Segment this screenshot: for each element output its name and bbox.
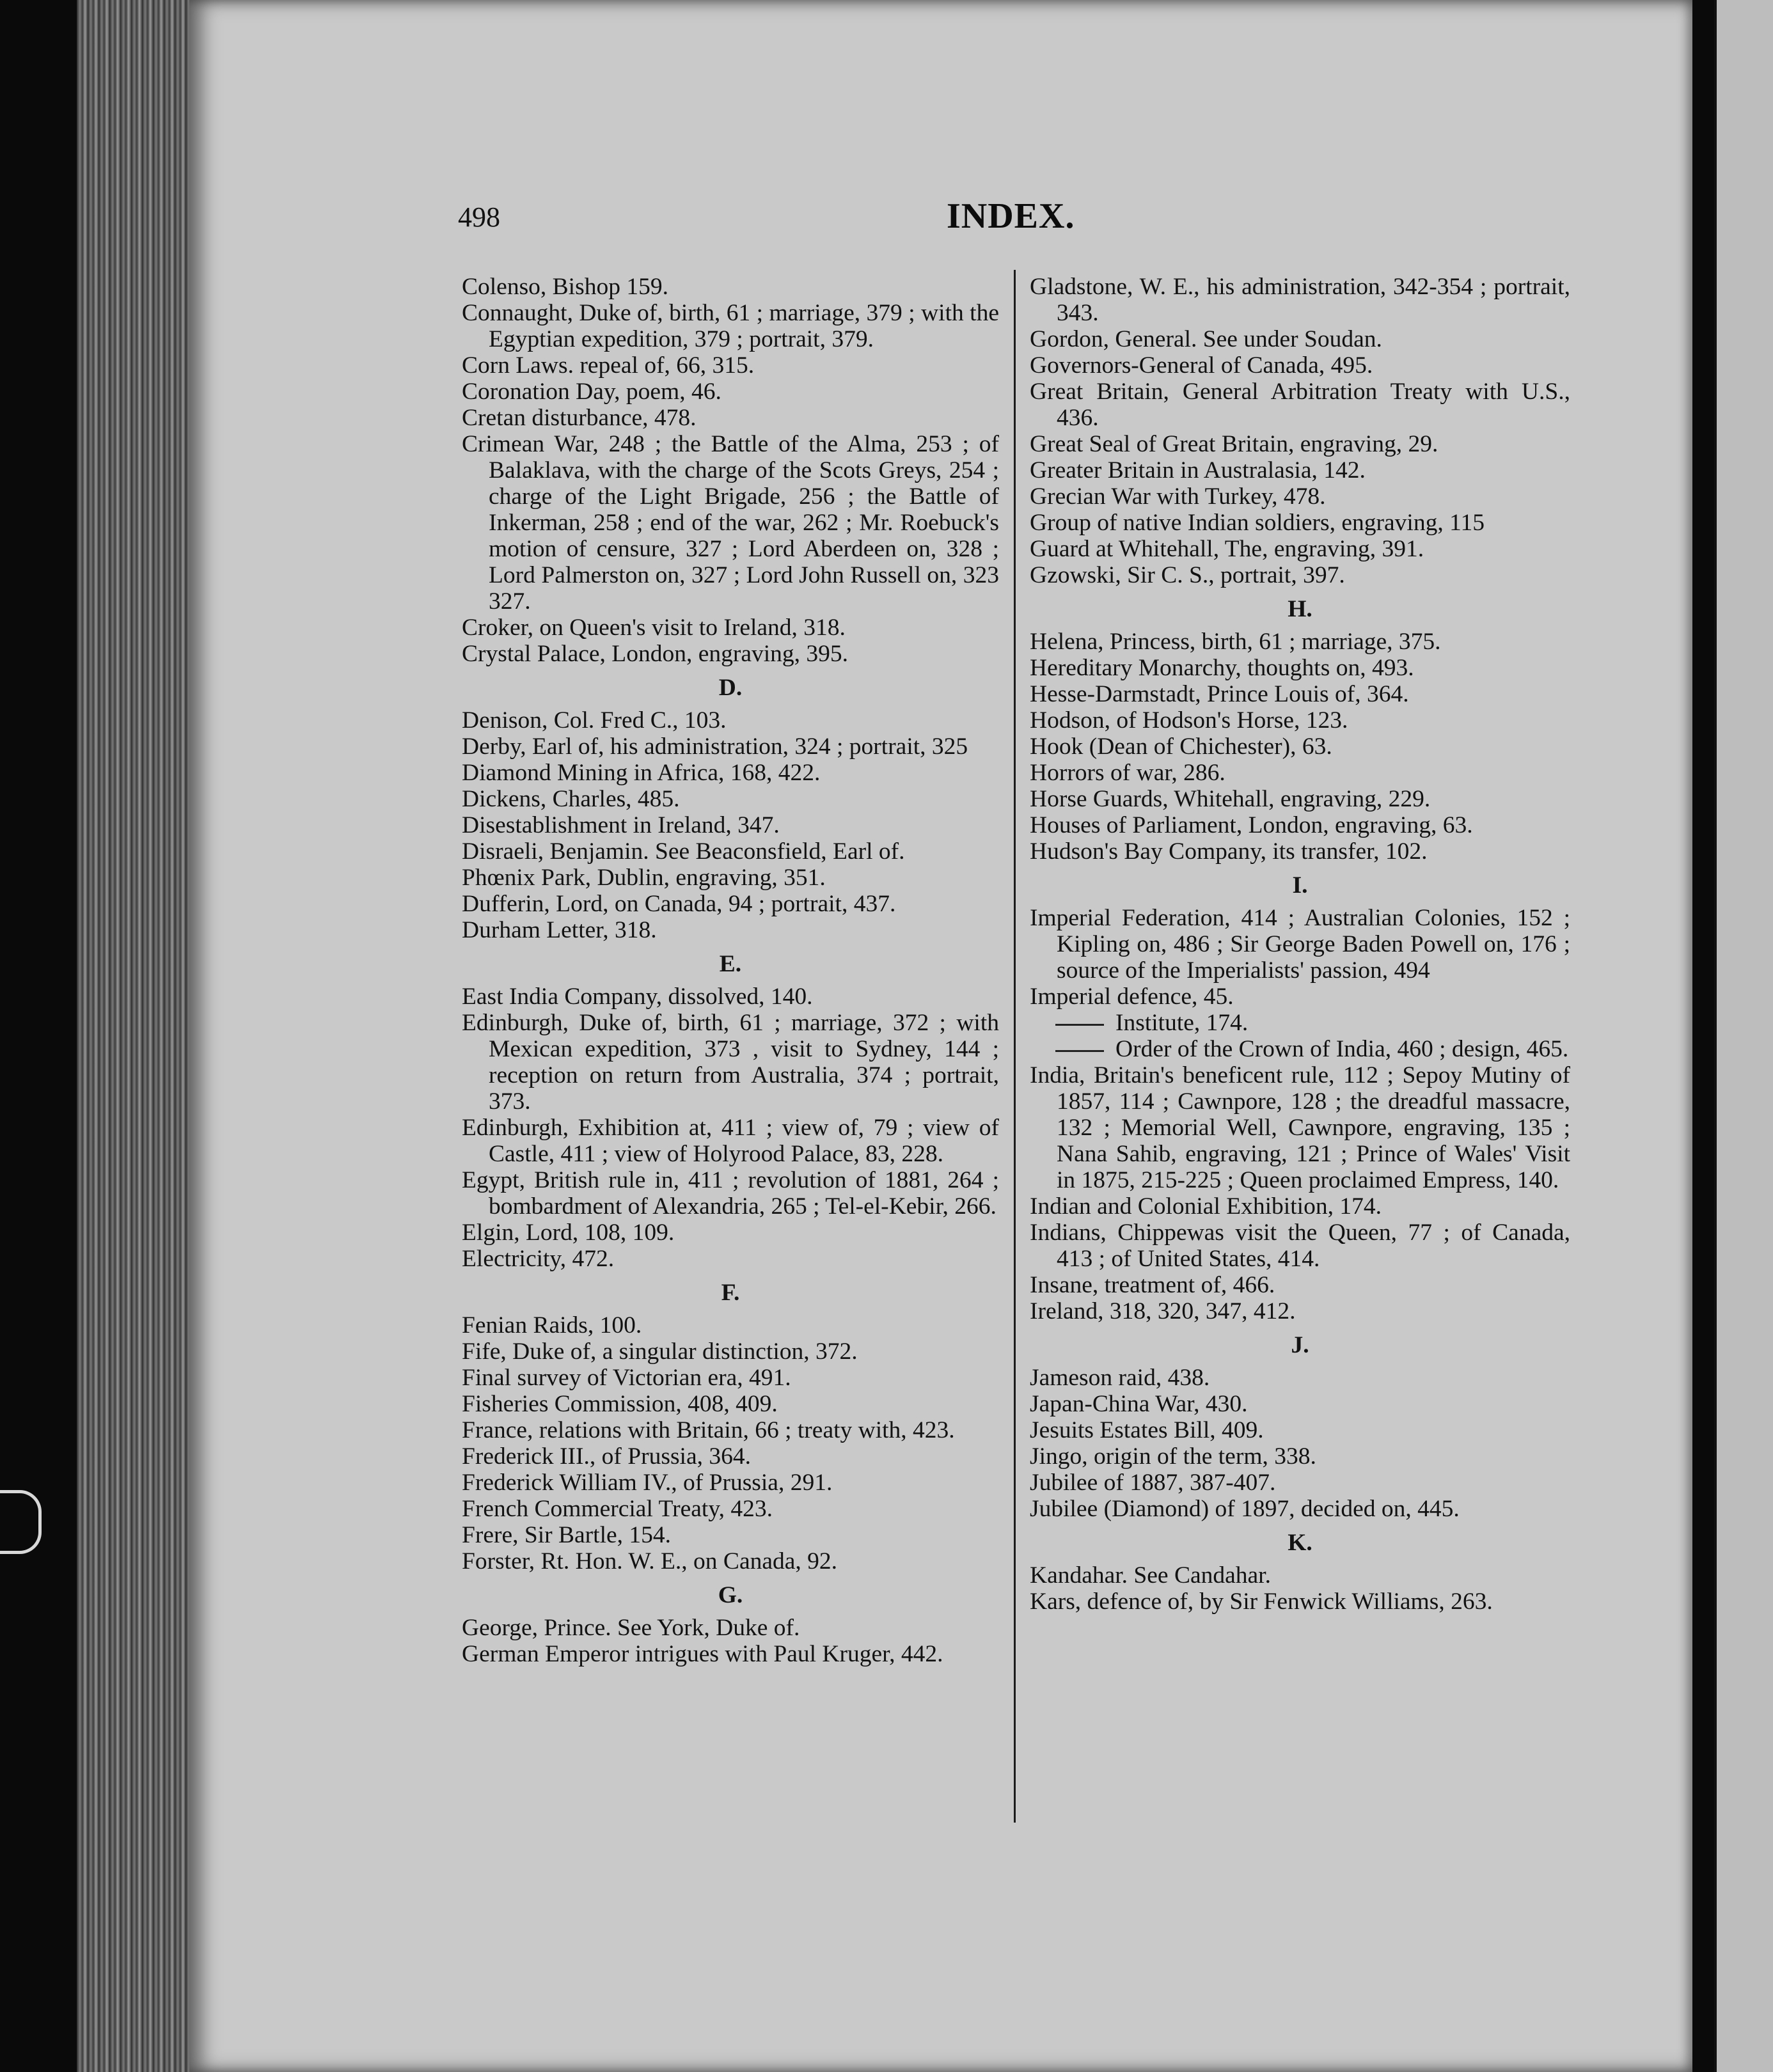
index-entry: Coronation Day, poem, 46. (462, 379, 721, 405)
index-entry: Group of native Indian soldiers, engraving, 115 (1030, 510, 1485, 536)
index-entry: Elgin, Lord, 108, 109. (462, 1220, 675, 1246)
index-entry: Indians, Chippewas visit the Queen, 77 ; of Canada, 413 ; of United States, 414. (1030, 1220, 1570, 1272)
index-entry: Derby, Earl of, his administration, 324 ; portrait, 325 (462, 734, 968, 760)
index-entry: East India Company, dissolved, 140. (462, 984, 813, 1010)
index-subentry: Institute, 174. (1030, 1010, 1570, 1036)
index-entry: Imperial defence, 45. (1030, 984, 1234, 1010)
index-entry: France, relations with Britain, 66 ; treaty with, 423. (462, 1417, 955, 1443)
index-entry: Gordon, General. See under Soudan. (1030, 326, 1382, 352)
index-entry: Disestablishment in Ireland, 347. (462, 812, 780, 838)
section-letter: J. (1291, 1332, 1309, 1358)
index-entry: Insane, treatment of, 466. (1030, 1272, 1275, 1298)
index-entry: Hereditary Monarchy, thoughts on, 493. (1030, 655, 1414, 681)
index-subentry: Order of the Crown of India, 460 ; design, 465. (1030, 1036, 1570, 1062)
section-letter: F. (721, 1280, 740, 1306)
index-entry: Governors-General of Canada, 495. (1030, 352, 1373, 379)
index-entry: Jingo, origin of the term, 338. (1030, 1443, 1316, 1470)
index-entry: Gladstone, W. E., his administration, 342-354 ; portrait, 343. (1030, 274, 1570, 326)
index-entry: George, Prince. See York, Duke of. (462, 1615, 800, 1641)
index-column-left (462, 274, 999, 1667)
adjacent-page-edge (1714, 0, 1773, 2072)
index-entry: Corn Laws. repeal of, 66, 315. (462, 352, 755, 379)
index-entry: Great Seal of Great Britain, engraving, 29. (1030, 431, 1438, 457)
ditto-dash (1055, 1050, 1104, 1052)
index-entry: Kars, defence of, by Sir Fenwick Williams, 263. (1030, 1589, 1493, 1615)
index-entry: Denison, Col. Fred C., 103. (462, 707, 727, 734)
index-entry: Cretan disturbance, 478. (462, 405, 697, 431)
index-entry: Hesse-Darmstadt, Prince Louis of, 364. (1030, 681, 1409, 707)
index-entry: Dickens, Charles, 485. (462, 786, 680, 812)
index-entry: Durham Letter, 318. (462, 917, 657, 943)
index-entry: Great Britain, General Arbitration Treaty with U.S., 436. (1030, 379, 1570, 431)
index-entry: Greater Britain in Australasia, 142. (1030, 457, 1366, 483)
index-entry: Fisheries Commission, 408, 409. (462, 1391, 778, 1417)
index-entry: Frederick III., of Prussia, 364. (462, 1443, 751, 1470)
index-entry: Horse Guards, Whitehall, engraving, 229. (1030, 786, 1431, 812)
section-letter: D. (718, 675, 743, 701)
index-entry: Jesuits Estates Bill, 409. (1030, 1417, 1264, 1443)
index-entry: Phœnix Park, Dublin, engraving, 351. (462, 865, 826, 891)
index-entry: Connaught, Duke of, birth, 61 ; marriage, 379 ; with the Egyptian expedition, 379 ; portrait, 379. (462, 300, 999, 352)
index-entry: Forster, Rt. Hon. W. E., on Canada, 92. (462, 1548, 837, 1574)
column-divider (1014, 270, 1016, 1823)
index-entry: Frederick William IV., of Prussia, 291. (462, 1470, 833, 1496)
page-number: 498 (458, 201, 500, 233)
index-entry: French Commercial Treaty, 423. (462, 1496, 773, 1522)
index-entry: Ireland, 318, 320, 347, 412. (1030, 1298, 1296, 1324)
index-entry: Fife, Duke of, a singular distinction, 372. (462, 1338, 858, 1365)
page-title: INDEX. (947, 196, 1075, 236)
section-letter: K. (1288, 1530, 1312, 1556)
index-entry: Jubilee (Diamond) of 1897, decided on, 445. (1030, 1496, 1460, 1522)
index-entry: Crimean War, 248 ; the Battle of the Alma, 253 ; of Balaklava, with the charge of the Scots Greys, 254 ; charge of the Light Brigade, 256 ; the Battle of Inkerman, 258 ; end of the war, 262 ; Mr. Roebuck's motion of censure, 327 ; Lord Aberdeen on, 328 ; Lord Palmerston on, 327 ; Lord John Russell on, 323 327. (462, 431, 999, 615)
stacked-page-edges (77, 0, 198, 2072)
index-entry: Dufferin, Lord, on Canada, 94 ; portrait, 437. (462, 891, 896, 917)
index-entry: Helena, Princess, birth, 61 ; marriage, 375. (1030, 629, 1441, 655)
index-entry: Houses of Parliament, London, engraving, 63. (1030, 812, 1473, 838)
index-column-right (1030, 274, 1570, 1615)
index-entry: Colenso, Bishop 159. (462, 274, 668, 300)
section-letter: H. (1288, 596, 1312, 622)
index-entry: Hodson, of Hodson's Horse, 123. (1030, 707, 1348, 734)
index-entry: Electricity, 472. (462, 1246, 615, 1272)
index-entry: Crystal Palace, London, engraving, 395. (462, 641, 849, 667)
index-entry: Japan-China War, 430. (1030, 1391, 1248, 1417)
index-entry: Hook (Dean of Chichester), 63. (1030, 734, 1332, 760)
section-letter: G. (718, 1582, 743, 1608)
section-letter: I. (1292, 872, 1308, 899)
index-entry: Croker, on Queen's visit to Ireland, 318. (462, 615, 846, 641)
index-entry: Edinburgh, Exhibition at, 411 ; view of, 79 ; view of Castle, 411 ; view of Holyrood Palace, 83, 228. (462, 1115, 999, 1167)
margin-bracket-mark (0, 1490, 42, 1554)
index-entry: Edinburgh, Duke of, birth, 61 ; marriage, 372 ; with Mexican expedition, 373 , visit to Sydney, 144 ; reception on return from Australia, 374 ; portrait, 373. (462, 1010, 999, 1115)
index-entry: India, Britain's beneficent rule, 112 ; Sepoy Mutiny of 1857, 114 ; Cawnpore, 128 ; the dreadful massacre, 132 ; Memorial Well, Cawnpore, engraving, 135 ; Nana Sahib, engraving, 121 ; Prince of Wales' Visit in 1875, 215-225 ; Queen proclaimed Empress, 140. (1030, 1062, 1570, 1193)
index-entry: Jameson raid, 438. (1030, 1365, 1210, 1391)
index-entry: Gzowski, Sir C. S., portrait, 397. (1030, 562, 1345, 588)
section-letter: E. (719, 951, 742, 977)
index-entry: Disraeli, Benjamin. See Beaconsfield, Earl of. (462, 838, 905, 865)
index-entry: Fenian Raids, 100. (462, 1312, 642, 1338)
ditto-dash (1055, 1024, 1104, 1026)
index-entry: Indian and Colonial Exhibition, 174. (1030, 1193, 1382, 1220)
index-entry: Grecian War with Turkey, 478. (1030, 483, 1326, 510)
index-entry: Diamond Mining in Africa, 168, 422. (462, 760, 821, 786)
index-entry: Jubilee of 1887, 387-407. (1030, 1470, 1276, 1496)
index-entry: Hudson's Bay Company, its transfer, 102. (1030, 838, 1428, 865)
index-entry: German Emperor intrigues with Paul Kruger, 442. (462, 1641, 943, 1667)
index-entry: Frere, Sir Bartle, 154. (462, 1522, 672, 1548)
index-entry: Final survey of Victorian era, 491. (462, 1365, 791, 1391)
index-entry: Egypt, British rule in, 411 ; revolution of 1881, 264 ; bombardment of Alexandria, 265 ; Tel-el-Kebir, 266. (462, 1167, 999, 1220)
index-entry: Imperial Federation, 414 ; Australian Colonies, 152 ; Kipling on, 486 ; Sir George Baden Powell on, 176 ; source of the Imperialists' passion, 494 (1030, 905, 1570, 984)
index-entry: Guard at Whitehall, The, engraving, 391. (1030, 536, 1424, 562)
index-entry: Horrors of war, 286. (1030, 760, 1225, 786)
index-entry: Kandahar. See Candahar. (1030, 1562, 1271, 1589)
